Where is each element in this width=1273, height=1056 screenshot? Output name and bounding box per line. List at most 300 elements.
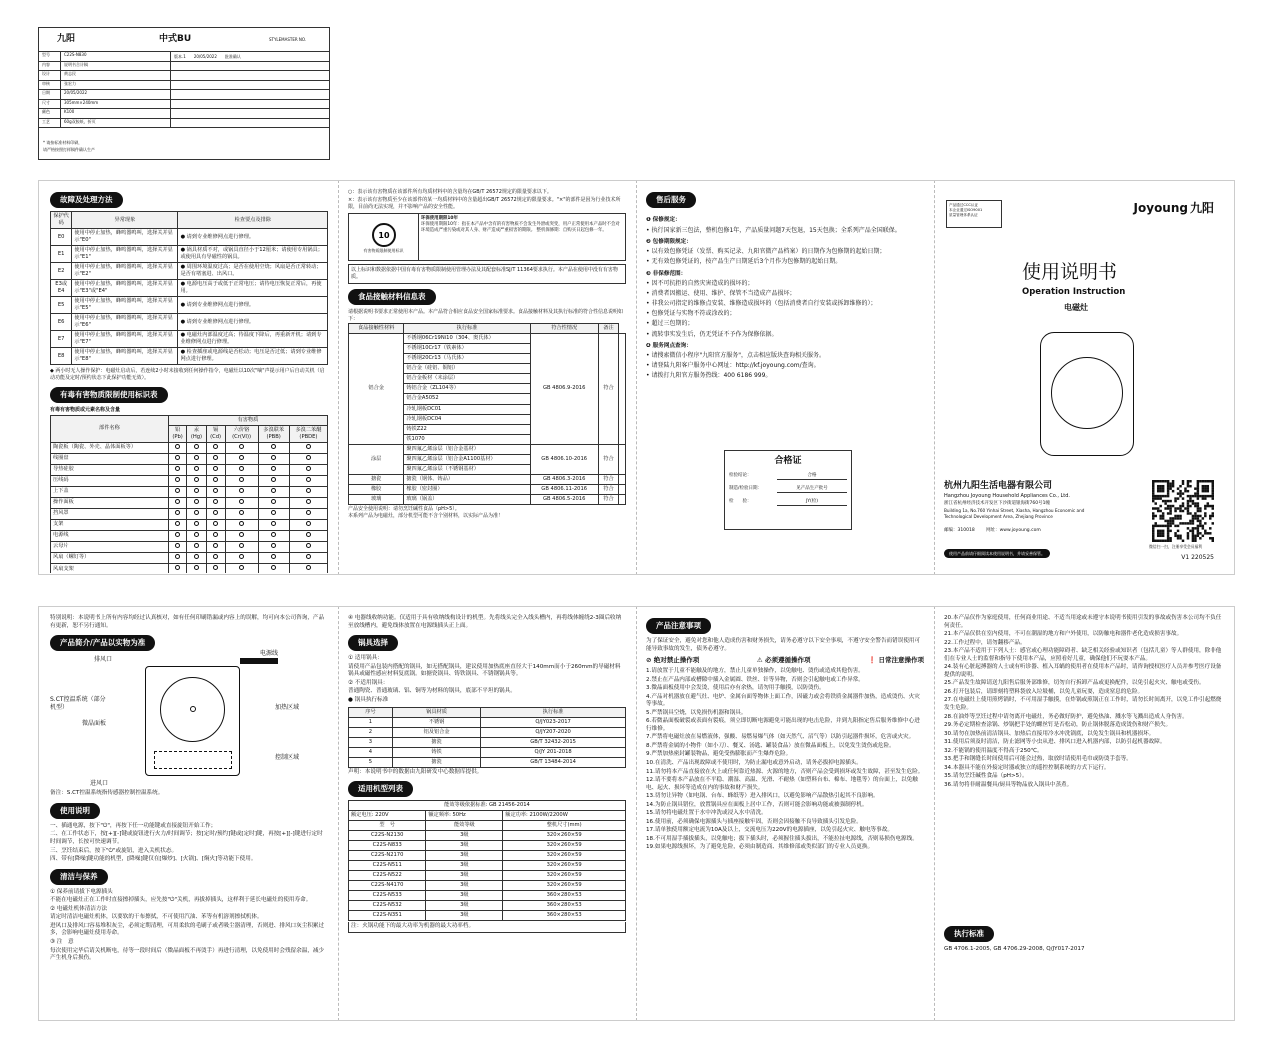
qr-module bbox=[1212, 485, 1214, 487]
qr-module bbox=[1152, 527, 1154, 529]
food-title: 食品接触材料信息表 bbox=[348, 289, 436, 305]
qr-module bbox=[1184, 487, 1186, 489]
qr-module bbox=[1194, 512, 1196, 514]
hazard-col: 镉(Cd) bbox=[206, 425, 225, 442]
qr-module bbox=[1157, 510, 1159, 512]
qr-module bbox=[1169, 530, 1171, 532]
qr-module bbox=[1189, 505, 1191, 507]
use-item: 四、带有[降噪]键功能的机型，[降噪]键仅在[爆炒]、[火锅]、[焖火]等功能下使用。 bbox=[50, 856, 257, 863]
qr-module bbox=[1199, 525, 1201, 527]
qr-module bbox=[1182, 482, 1184, 484]
safety-item: 1.请放置于儿童不能触及的地方，禁止儿童单独操作，以免触电、烫伤或造成其他伤害。 bbox=[646, 667, 864, 674]
hazard-cell bbox=[168, 519, 186, 530]
model-row bbox=[349, 871, 626, 881]
qr-module bbox=[1169, 517, 1171, 519]
model-note: 注：火锅功能下的最大功率为机器的最大功率档。 bbox=[348, 922, 626, 933]
qr-module bbox=[1192, 495, 1194, 497]
food-row bbox=[349, 494, 626, 504]
diagram-body bbox=[145, 666, 240, 776]
service-item: • 以有效包修凭证（发票、购买记录、九阳官微产品档案）的日期作为包修期的起始日期； bbox=[646, 248, 886, 256]
hazard-row bbox=[51, 442, 328, 453]
title-en: Operation Instruction bbox=[1022, 287, 1126, 297]
circle-mark bbox=[194, 444, 199, 449]
qr-module bbox=[1182, 540, 1184, 542]
use-title: 使用说明 bbox=[50, 803, 100, 819]
qr-module bbox=[1187, 480, 1189, 482]
qr-module bbox=[1172, 485, 1174, 487]
fault-row bbox=[51, 297, 328, 314]
qr-module bbox=[1212, 507, 1214, 509]
circle-mark bbox=[239, 466, 244, 471]
qr-module bbox=[1192, 537, 1194, 539]
qr-module bbox=[1212, 492, 1214, 494]
food-item: 铁1070 bbox=[404, 434, 530, 444]
circle-mark bbox=[213, 444, 218, 449]
safety-list bbox=[646, 668, 924, 852]
circle-mark bbox=[175, 444, 180, 449]
qr-module bbox=[1157, 525, 1159, 527]
food-item: 不锈钢06Cr19Ni10（304、奥氏体） bbox=[404, 334, 530, 344]
qr-module bbox=[1197, 507, 1199, 509]
pot-row bbox=[349, 757, 626, 767]
qr-module bbox=[1194, 502, 1196, 504]
label-heat: 加热区域 bbox=[275, 704, 300, 712]
circle-mark bbox=[306, 554, 311, 559]
fault-code: E6 bbox=[51, 314, 72, 331]
food-standard: GB 4806.11-2016 bbox=[530, 484, 598, 494]
hazard-cell bbox=[258, 564, 289, 574]
food-item: 不锈钢20Cr13（马氏体） bbox=[404, 354, 530, 364]
qr-module bbox=[1197, 495, 1199, 497]
qr-module bbox=[1212, 487, 1214, 489]
qr-module bbox=[1192, 517, 1194, 519]
fault-title: 故障及处理方法 bbox=[50, 192, 123, 208]
hazard-cell bbox=[258, 453, 289, 464]
circle-mark bbox=[213, 543, 218, 548]
qr-module bbox=[1202, 517, 1204, 519]
hazard-cell bbox=[225, 530, 258, 541]
circle-mark bbox=[239, 477, 244, 482]
circle-mark bbox=[175, 510, 180, 515]
qr-caption: 微信扫一扫，注册享受会员福利 bbox=[1149, 544, 1203, 549]
qr-module bbox=[1204, 490, 1206, 492]
note-item: 35.请勿烹饪碱性食品（pH>5）。 bbox=[944, 773, 1028, 780]
qr-module bbox=[1199, 532, 1201, 534]
stamp-key: 颜色 bbox=[39, 109, 61, 118]
qr-module bbox=[1202, 480, 1204, 482]
qr-module bbox=[1204, 505, 1206, 507]
heating-ring bbox=[1051, 357, 1123, 429]
note-item: 20.本产品仅作为家庭使用，任何商业用途、不适当用途或未遵守本说明书使用引发的事故或伤害本公司均不负任何责任。 bbox=[944, 615, 1222, 629]
qr-module bbox=[1199, 510, 1201, 512]
pot-cell: 搪瓷 bbox=[392, 757, 480, 767]
qr-module bbox=[1194, 487, 1196, 489]
hazard-cell bbox=[258, 541, 289, 552]
cook-item: ● 锅具执行标准 bbox=[348, 696, 389, 703]
qr-module bbox=[1152, 482, 1154, 484]
qr-module bbox=[1169, 485, 1171, 487]
qr-module bbox=[1204, 532, 1206, 534]
qr-module bbox=[1172, 520, 1174, 522]
fault-code: E2 bbox=[51, 263, 72, 280]
model-cell: C22S-N4170 bbox=[349, 881, 426, 891]
qr-module bbox=[1157, 480, 1159, 482]
stamp-value: C22S-N830 bbox=[61, 52, 171, 61]
label-sct: S.CT控温系统（部分机型） bbox=[50, 696, 106, 712]
circle-mark bbox=[194, 554, 199, 559]
qr-module bbox=[1162, 517, 1164, 519]
food-item: 冷轧钢板DC01 bbox=[404, 404, 530, 414]
model-row bbox=[349, 901, 626, 911]
qr-module bbox=[1177, 492, 1179, 494]
cook-title: 锅具选择 bbox=[348, 635, 398, 651]
s1-list bbox=[646, 227, 924, 235]
hazard-cell bbox=[225, 519, 258, 530]
hazard-part: 云母片 bbox=[51, 541, 169, 552]
circle-mark bbox=[175, 477, 180, 482]
qr-module bbox=[1159, 510, 1161, 512]
qr-module bbox=[1169, 507, 1171, 509]
model-cell: 3级 bbox=[426, 891, 503, 901]
version: V1 220525 bbox=[1181, 554, 1214, 561]
fault-header: 保护代码 bbox=[51, 212, 72, 229]
qr-module bbox=[1194, 495, 1196, 497]
eff-standard: 能效等级依据标准: GB 21456-2014 bbox=[349, 801, 626, 811]
circle-mark bbox=[213, 499, 218, 504]
hazard-part: 压线码 bbox=[51, 475, 169, 486]
safety-item: 4.产品对机器放在避气灶、电炉、金属台面等物体上面工作，因磁力或会将铁质金属器件加热，造成烫伤、火灾等事故。 bbox=[646, 693, 920, 708]
stamp-key: 审核 bbox=[39, 81, 61, 90]
qr-code[interactable] bbox=[1152, 480, 1214, 542]
model-cell: C22S-N833 bbox=[349, 841, 426, 851]
stamp-value: 60g双胶纸，折页 bbox=[61, 119, 171, 128]
food-remark bbox=[619, 474, 626, 484]
fault-header: 异常现象 bbox=[72, 212, 178, 229]
qr-module bbox=[1162, 500, 1164, 502]
qr-module bbox=[1174, 525, 1176, 527]
stamp-key: 型号 bbox=[39, 52, 61, 61]
safety-item: 8.严禁将金属的小物件（如小刀）、餐叉、汤匙、罐装食品）放在微晶面板上，以免发生烫伤或危险。 bbox=[646, 742, 895, 749]
qr-module bbox=[1167, 482, 1169, 484]
qr-module bbox=[1154, 515, 1156, 517]
circle-mark bbox=[271, 521, 276, 526]
fault-row bbox=[51, 246, 328, 263]
qr-module bbox=[1197, 502, 1199, 504]
clean-item: ③ 注 意 bbox=[50, 939, 74, 946]
fault-code: E7 bbox=[51, 331, 72, 348]
circle-mark bbox=[175, 532, 180, 537]
hazard-cell bbox=[289, 541, 327, 552]
hazard-part: 陶瓷板（陶瓷、外壳、晶体面板等） bbox=[51, 442, 169, 453]
qr-module bbox=[1192, 522, 1194, 524]
hazard-cell bbox=[187, 486, 206, 497]
qr-module bbox=[1169, 525, 1171, 527]
eco-10-icon bbox=[371, 222, 397, 248]
clean-item: 不能在电磁灶正在工作时直接擦掉插头，应先按"⏻"关机，再拔掉插头，这样利于延长电磁灶的使用寿命。 bbox=[50, 897, 312, 904]
circle-mark bbox=[306, 521, 311, 526]
qr-module bbox=[1167, 492, 1169, 494]
model-cell: 320×260×59 bbox=[503, 841, 626, 851]
model-title: 适用机型列表 bbox=[348, 781, 413, 797]
service-item: • 因不可抗拒的自然灾害造成的损坏的； bbox=[646, 280, 754, 288]
qr-module bbox=[1212, 515, 1214, 517]
qr-module bbox=[1192, 500, 1194, 502]
use-item: 三、烹饪结束后，按下"⏻"或旋钮，进入关机状态。 bbox=[50, 847, 178, 854]
pot-cell: 2 bbox=[349, 727, 393, 737]
pot-header: 序号 bbox=[349, 707, 393, 717]
safety-item: 9.严禁加热密封罐装物品，避免受热膨胀而产生爆炸危险。 bbox=[646, 751, 792, 758]
hazard-part: 支架 bbox=[51, 519, 169, 530]
qr-module bbox=[1162, 490, 1164, 492]
fault-symptom: 使用中停止加热，蜂鸣器鸣叫，选择关并显示"E2" bbox=[72, 263, 178, 280]
qr-module bbox=[1177, 530, 1179, 532]
svg-text:10: 10 bbox=[377, 230, 390, 240]
model-cell: 3级 bbox=[426, 901, 503, 911]
circle-mark bbox=[239, 510, 244, 515]
qr-module bbox=[1152, 490, 1154, 492]
qr-module bbox=[1199, 480, 1201, 482]
hazard-part: 风扇支架 bbox=[51, 564, 169, 574]
stamp-line: 质量管理体系认证 bbox=[949, 212, 978, 217]
hazard-cell bbox=[289, 475, 327, 486]
food-row bbox=[349, 334, 626, 344]
safety-item: 13.切勿让异物（如电锅、台布、蜂纸等）进入排风口，以避免影响产品散热引起其不良影响。 bbox=[646, 793, 879, 800]
circle-mark bbox=[306, 466, 311, 471]
stamp-note2: 请严格按照打样稿件确认生产 bbox=[43, 146, 95, 152]
qr-module bbox=[1197, 530, 1199, 532]
note-item: 24.装有心脏起搏器的人士或有听诊器、植入耳蜗的使用者在使用本产品时，请咨询授权医疗人员并参考医疗设备提供的说明。 bbox=[944, 664, 1222, 678]
note-item: 25.产品发生故障请送九阳售后服务部维修，切勿自行拆卸产品或更换配件，以免引起火灾、触电或受伤。 bbox=[944, 680, 1205, 687]
circle-mark bbox=[306, 543, 311, 548]
qr-module bbox=[1169, 540, 1171, 542]
stamp-value2: 版本.1 20/05/2022 批准确认 bbox=[174, 53, 241, 59]
pot-row bbox=[349, 737, 626, 747]
qr-module bbox=[1192, 532, 1194, 534]
qr-module bbox=[1152, 517, 1154, 519]
qr-module bbox=[1169, 520, 1171, 522]
qr-module bbox=[1157, 530, 1159, 532]
hazard-cell bbox=[206, 486, 225, 497]
qr-module bbox=[1179, 537, 1181, 539]
stamp-key: 日期 bbox=[39, 90, 61, 99]
qr-module bbox=[1177, 515, 1179, 517]
qr-module bbox=[1179, 505, 1181, 507]
pot-cell: 3 bbox=[349, 737, 393, 747]
model-cell: 3级 bbox=[426, 861, 503, 871]
qr-module bbox=[1179, 490, 1181, 492]
qr-module bbox=[1159, 505, 1161, 507]
circle-mark bbox=[213, 466, 218, 471]
hazard-cell bbox=[206, 564, 225, 574]
fault-fix: ● 请到专业维修网点进行修理。 bbox=[178, 314, 328, 331]
qr-module bbox=[1202, 495, 1204, 497]
model-row bbox=[349, 911, 626, 921]
qr-module bbox=[1187, 535, 1189, 537]
hazard-row bbox=[51, 541, 328, 552]
circle-mark bbox=[271, 477, 276, 482]
model-cell: C22S-N522 bbox=[349, 871, 426, 881]
qr-module bbox=[1157, 497, 1159, 499]
qr-module bbox=[1192, 502, 1194, 504]
qr-module bbox=[1159, 525, 1161, 527]
postcode: 邮编：310018 bbox=[944, 528, 975, 533]
clean-item: 每次使用完毕后请关机断电，待等一段时间后（微晶面板不再烫手）再进行清理，以免使用时会残留余温，减少产生机身后损伤。 bbox=[50, 947, 325, 962]
qr-module bbox=[1162, 535, 1164, 537]
label-panel: 微晶面板 bbox=[82, 720, 107, 728]
qr-module bbox=[1174, 507, 1176, 509]
circle-mark bbox=[213, 521, 218, 526]
qr-module bbox=[1177, 535, 1179, 537]
hazard-cell bbox=[168, 541, 186, 552]
model-header: 型 号 bbox=[349, 821, 426, 831]
cert-value: 合格 bbox=[777, 473, 847, 480]
fault-code: E0 bbox=[51, 229, 72, 246]
s2-title: ❷ 包修期限规定： bbox=[646, 238, 692, 245]
qr-module bbox=[1179, 510, 1181, 512]
fault-symptom: 使用中停止加热，蜂鸣器鸣叫，选择关并显示"E1" bbox=[72, 246, 178, 263]
rated-frequency: 额定频率: 50Hz bbox=[426, 811, 503, 821]
model-cell: 320×260×59 bbox=[503, 861, 626, 871]
food-material-group: 玻璃 bbox=[349, 494, 404, 504]
qr-module bbox=[1202, 525, 1204, 527]
qr-module bbox=[1189, 495, 1191, 497]
s3-title: ❸ 非保修范围： bbox=[646, 270, 687, 277]
label-ctrl: 控制区域 bbox=[275, 754, 300, 762]
circle-mark bbox=[271, 532, 276, 537]
qr-module bbox=[1182, 502, 1184, 504]
qr-module bbox=[1197, 480, 1199, 482]
qr-module bbox=[1172, 505, 1174, 507]
pot-cell: 4 bbox=[349, 747, 393, 757]
fault-note: ◆ 两小时无人操作保护：电磁灶启动后，若连续2小时未接收到任何操作指令，电磁灶以10次"嘀"声提示用户后自动关机（启动功能及定时/预约状态下此保护功能无效）。 bbox=[50, 368, 325, 382]
circle-mark bbox=[213, 554, 218, 559]
hazard-cell bbox=[168, 453, 186, 464]
cert-key: 制造/检验日期： bbox=[729, 486, 763, 492]
hazard-cell bbox=[168, 530, 186, 541]
qr-module bbox=[1197, 517, 1199, 519]
qr-module bbox=[1159, 532, 1161, 534]
food-item: 铝合金A5052 bbox=[404, 394, 530, 404]
hazard-cell bbox=[187, 508, 206, 519]
pot-cell: 铸铁 bbox=[392, 747, 480, 757]
s4-title: ❹ 服务网点查询： bbox=[646, 342, 692, 349]
hazard-cell bbox=[206, 519, 225, 530]
note-item: 26.打开包装后，请即刻将塑料袋放入垃圾桶，以免儿童玩耍，造成窒息的危险。 bbox=[944, 688, 1144, 695]
qr-module bbox=[1154, 540, 1156, 542]
note-item: 33.把手和钢缝长时间使用后可能会过热，取放时请使用毛巾或防烫手套等。 bbox=[944, 756, 1132, 763]
qr-module bbox=[1167, 505, 1169, 507]
website: 网址：www.joyoung.com bbox=[986, 528, 1041, 533]
hazard-cell bbox=[187, 519, 206, 530]
stamp-company: 九阳 bbox=[57, 34, 76, 45]
qr-module bbox=[1209, 527, 1211, 529]
qr-module bbox=[1169, 537, 1171, 539]
qr-module bbox=[1159, 480, 1161, 482]
qr-module bbox=[1162, 512, 1164, 514]
hazard-cell bbox=[258, 552, 289, 563]
fault-fix: ● 锅具材质不对，或锅具直径小于12厘米；请使用专用锅具；或使用具有导磁性的锅具。 bbox=[178, 246, 328, 263]
circle-mark bbox=[271, 455, 276, 460]
qr-module bbox=[1169, 512, 1171, 514]
hazard-cell bbox=[187, 530, 206, 541]
note-item: 27.在电磁灶上使用煎烤锅时，不可用湿手触摸，在炸锅或煎锅正在工作时，请勿长时间离开，以免工作引起燃烧发生危险。 bbox=[944, 697, 1222, 712]
safety-item: 19.如果电源线损坏，为了避免危险，必须由制造商、其维修部或类似部门的专业人员更换。 bbox=[646, 844, 874, 851]
fault-symptom: 使用中停止加热，蜂鸣器鸣叫，选择关并显示"E6" bbox=[72, 314, 178, 331]
qr-module bbox=[1177, 487, 1179, 489]
circle-mark bbox=[194, 488, 199, 493]
circle-mark bbox=[194, 477, 199, 482]
cook-item: ② 不适用锅具： bbox=[348, 679, 389, 686]
qr-module bbox=[1192, 540, 1194, 542]
hazard-row bbox=[51, 486, 328, 497]
qr-module bbox=[1209, 495, 1211, 497]
qr-module bbox=[1159, 497, 1161, 499]
note-item: 28.在油炸等烹饪过程中请勿离开电磁灶，务必做好防护，避免热油、溅水等飞溅出造成人身伤害。 bbox=[944, 713, 1188, 720]
qr-module bbox=[1177, 517, 1179, 519]
food-item: 铝合金（硅铝、铜铝） bbox=[404, 364, 530, 374]
model-cell: 360×280×53 bbox=[503, 911, 626, 921]
food-compliance: 符合 bbox=[598, 494, 619, 504]
circle-mark bbox=[175, 499, 180, 504]
qr-module bbox=[1197, 497, 1199, 499]
note-item: 31.使用后须及时清洁，防止滤网等小虫从进、排风口进入机器内部，以防引起机器故障。 bbox=[944, 739, 1166, 746]
hazard-row bbox=[51, 519, 328, 530]
pot-cell: Q/JY207-2020 bbox=[481, 727, 626, 737]
qr-module bbox=[1194, 537, 1196, 539]
qr-module bbox=[1187, 500, 1189, 502]
hazard-cell bbox=[225, 486, 258, 497]
note-item: 34.本器具不能在外接定时器或独立的遥控控制系统的方式下运行。 bbox=[944, 764, 1110, 771]
qr-module bbox=[1189, 480, 1191, 482]
panel-safety bbox=[646, 614, 924, 1019]
note-item: 21.本产品仅供在室内使用，不可在潮湿的地方和户外使用，以防触电和器件老化造成损害事故。 bbox=[944, 631, 1183, 638]
qr-module bbox=[1184, 522, 1186, 524]
model-header: 能效等级 bbox=[426, 821, 503, 831]
hazard-cell bbox=[225, 453, 258, 464]
qr-module bbox=[1212, 522, 1214, 524]
qr-module bbox=[1189, 520, 1191, 522]
fault-row bbox=[51, 263, 328, 280]
circle-mark bbox=[175, 455, 180, 460]
food-note2: 本系列产品为电磁灶，部分机型可能不含个别材料，以实际产品为准！ bbox=[348, 513, 504, 520]
model-row bbox=[349, 841, 626, 851]
qr-module bbox=[1204, 522, 1206, 524]
fault-fix: ● 电磁灶内部温度过高；待温度下降后，再重新开机；请到专业维修网点进行修理。 bbox=[178, 331, 328, 348]
fault-symptom: 使用中停止加热，蜂鸣器鸣叫，选择关并显示"E5" bbox=[72, 297, 178, 314]
hazard-cell bbox=[206, 442, 225, 453]
circle-mark bbox=[194, 543, 199, 548]
hazard-cell bbox=[289, 442, 327, 453]
qr-module bbox=[1177, 507, 1179, 509]
qr-module bbox=[1182, 492, 1184, 494]
service-item: • 包修凭证与实物不符或涂改的； bbox=[646, 310, 736, 318]
qr-module bbox=[1167, 507, 1169, 509]
qr-module bbox=[1177, 497, 1179, 499]
service-item: • 无有效包修凭证的，按产品生产日期延后3个月作为包修期的起始日期。 bbox=[646, 258, 842, 266]
fault-fix: ● 请到专业维修网点进行修理。 bbox=[178, 229, 328, 246]
food-standard: GB 4806.9-2016 bbox=[530, 334, 598, 444]
qr-module bbox=[1199, 520, 1201, 522]
food-row bbox=[349, 444, 626, 454]
qr-module bbox=[1152, 492, 1154, 494]
qr-module bbox=[1172, 490, 1174, 492]
hazard-cell bbox=[225, 442, 258, 453]
pot-header: 执行标准 bbox=[481, 707, 626, 717]
hazard-cell bbox=[187, 564, 206, 574]
pot-cell: Q/JY 201-2018 bbox=[481, 747, 626, 757]
safety-item: 5.严禁锅具空烧，以免损伤机器和锅具。 bbox=[646, 709, 747, 716]
hazard-cell bbox=[168, 508, 186, 519]
